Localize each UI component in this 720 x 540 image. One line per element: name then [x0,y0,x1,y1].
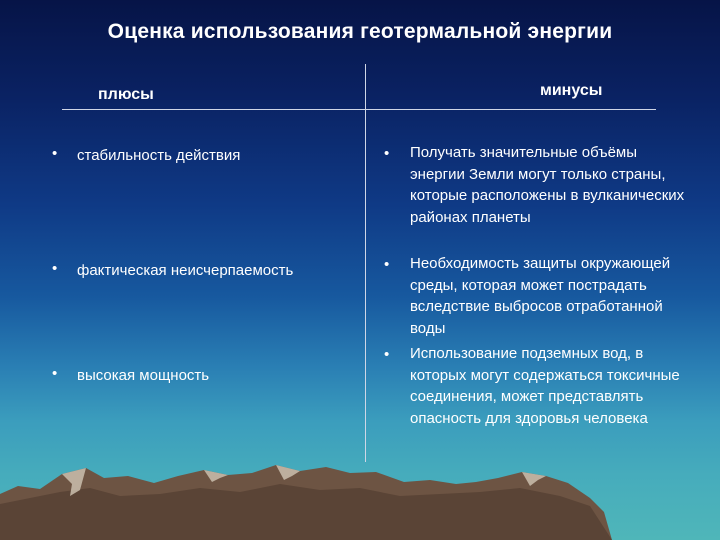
column-divider [365,64,366,462]
cons-item-volcanic-regions: Получать значительные объёмы энергии Земли могут только страны, которые расположены в вулканических районах планеты [410,144,685,226]
bullet-icon: • [52,145,58,162]
slide-title: Оценка использования геотермальной энергии [107,20,613,43]
mountains-illustration [0,440,720,540]
bullet-icon: • [52,365,58,382]
pros-header: плюсы [98,86,154,103]
bullet-icon: • [52,260,58,277]
pros-item-stability: стабильность действия [77,147,241,164]
cons-item-toxic-water: Использование подземных вод, в которых могут содержаться токсичные соединения, может представлять опасность для здоровья человека [410,345,680,427]
bullet-icon: • [384,346,390,363]
cons-header: минусы [540,82,603,99]
pros-item-inexhaustibility: фактическая неисчерпаемость [77,262,294,279]
cons-item-environment-protection: Необходимость защиты окружающей среды, которая может пострадать вследствие выбросов отработанной воды [410,255,671,337]
bullet-icon: • [384,256,390,273]
pros-item-high-power: высокая мощность [77,367,210,384]
header-divider [62,109,656,110]
bullet-icon: • [384,145,390,162]
